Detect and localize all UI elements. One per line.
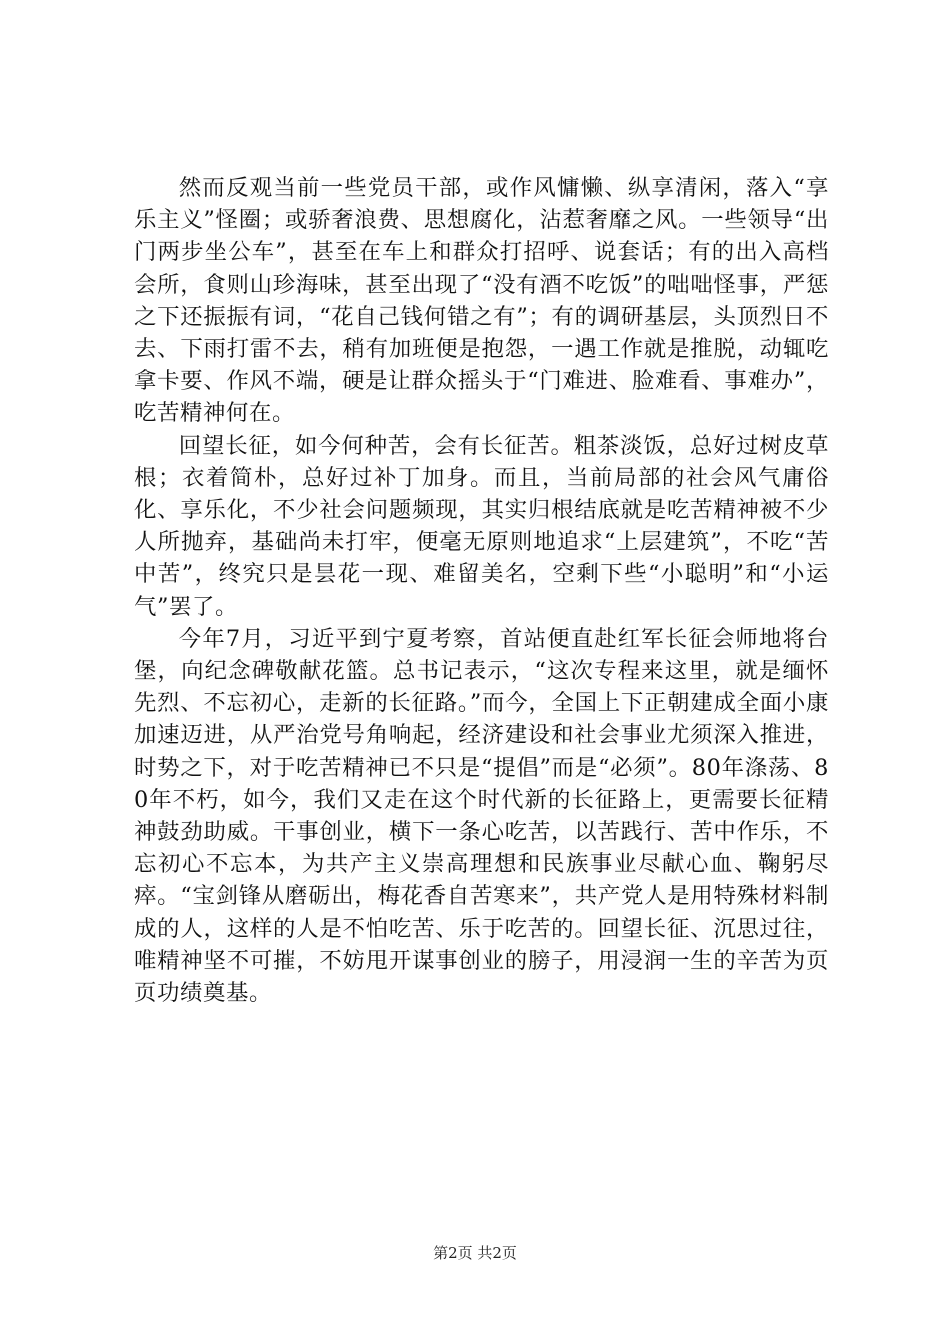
document-body (134, 172, 829, 1009)
page-footer: 第2页 共2页 (433, 1244, 517, 1262)
paragraph-3: 今年7月，习近平到宁夏考察，首站便直赴红军长征会师地将台堡，向纪念碑敬献花篮。总书记表示，“这次专程来这里，就是缅怀先烈、不忘初心，走新的长征路。”而今，全国上下正朝建成全面小康加速迈进，从严治党号角响起，经济建设和社会事业尤须深入推进，时势之下，对于吃苦精神已不只是“提倡”而是“必须”。80年涤荡、80年不朽，如今，我们又走在这个时代新的长征路上，更需要长征精神鼓劲助威。干事创业，横下一条心吃苦，以苦践行、苦中作乐，不忘初心不忘本，为共产主义崇高理想和民族事业尽献心血、鞠躬尽瘁。“宝剑锋从磨砺出，梅花香自苦寒来”，共产党人是用特殊材料制成的人，这样的人是不怕吃苦、乐于吃苦的。回望长征、沉思过往，唯精神坚不可摧，不妨甩开谋事创业的膀子，用浸润一生的辛苦为页页功绩奠基。 (134, 625, 829, 1007)
paragraph-1: 然而反观当前一些党员干部，或作风慵懒、纵享清闲，落入“享乐主义”怪圈；或骄奢浪费、思想腐化，沾惹奢靡之风。一些领导“出门两步坐公车”，甚至在车上和群众打招呼、说套话；有的出入高档会所，食则山珍海味，甚至出现了“没有酒不吃饭”的咄咄怪事，严惩之下还振振有词，“花自己钱何错之有”；有的调研基层，头顶烈日不去、下雨打雷不去，稍有加班便是抱怨，一遇工作就是推脱，动辄吃拿卡要、作风不端，硬是让群众摇头于“门难进、脸难看、事难办”，吃苦精神何在。 (134, 175, 829, 427)
paragraph-2: 回望长征，如今何种苦，会有长征苦。粗茶淡饭，总好过树皮草根；衣着简朴，总好过补丁加身。而且，当前局部的社会风气庸俗化、享乐化，不少社会问题频现，其实归根结底就是吃苦精神被不少人所抛弃，基础尚未打牢，便毫无原则地追求“上层建筑”，不吃“苦中苦”，终究只是昙花一现、难留美名，空剩下些“小聪明”和“小运气”罢了。 (134, 432, 829, 620)
